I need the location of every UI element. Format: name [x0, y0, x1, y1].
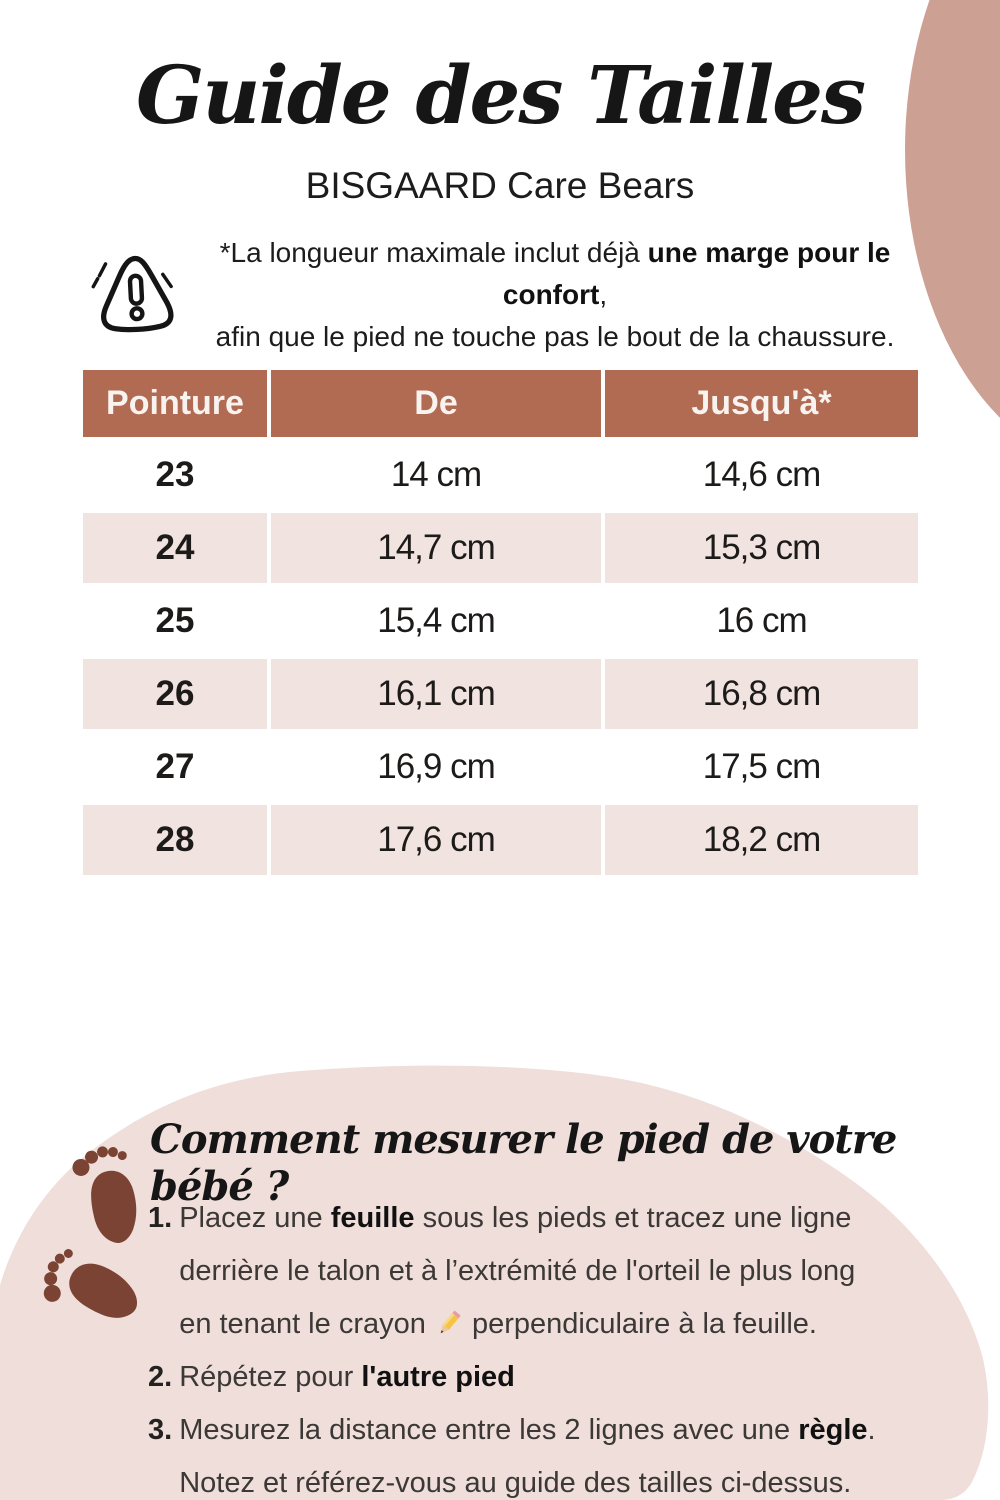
warning-text	[198, 232, 912, 358]
table-cell-pointure: 26	[83, 659, 267, 729]
table-cell-de: 16,9 cm	[271, 732, 601, 802]
text-run: Placez une	[179, 1202, 331, 1234]
table-cell-jusqua: 17,5 cm	[605, 732, 918, 802]
steps-list	[148, 1192, 890, 1500]
step-item	[148, 1351, 890, 1404]
step-number: 1.	[148, 1202, 173, 1234]
text-run: une marge pour le confort	[502, 237, 891, 310]
text-run: . Notez et référez-vous au guide des tailles ci-dessus.	[179, 1414, 876, 1499]
table-cell-de: 14,7 cm	[271, 513, 601, 583]
table-header-de: De	[271, 370, 601, 437]
text-run: perpendiculaire à la feuille.	[471, 1308, 817, 1340]
steps-heading: Comment mesurer le pied de votre bébé ?	[150, 1116, 897, 1210]
table-cell-pointure: 28	[83, 805, 267, 875]
table-cell-de: 16,1 cm	[271, 659, 601, 729]
step-item	[148, 1404, 890, 1500]
table-cell-de: 14 cm	[271, 440, 601, 510]
text-run: Répétez pour	[179, 1361, 362, 1393]
step-number: 3.	[148, 1414, 173, 1446]
table-cell-jusqua: 16 cm	[605, 586, 918, 656]
text-run: feuille	[330, 1202, 415, 1234]
page-subtitle: BISGAARD Care Bears	[305, 165, 695, 206]
warning-section	[88, 232, 912, 358]
table-cell-jusqua: 14,6 cm	[605, 440, 918, 510]
pencil-icon	[434, 1303, 464, 1333]
warning-triangle-icon	[88, 245, 184, 345]
warning-line1	[198, 232, 912, 316]
table-cell-de: 15,4 cm	[271, 586, 601, 656]
text-run: règle	[798, 1414, 868, 1446]
text-run: Mesurez la distance entre les 2 lignes avec une	[179, 1414, 799, 1446]
step-text	[179, 1192, 890, 1351]
table-cell-jusqua: 15,3 cm	[605, 513, 918, 583]
text-run: *La longueur maximale inclut déjà	[219, 237, 648, 268]
step-item	[148, 1192, 890, 1351]
table-cell-jusqua: 18,2 cm	[605, 805, 918, 875]
text-run: l'autre pied	[361, 1361, 515, 1393]
table-header-jusqua: Jusqu'à*	[605, 370, 918, 437]
table-cell-pointure: 23	[83, 440, 267, 510]
text-run: ,	[599, 279, 608, 310]
warning-line2: afin que le pied ne touche pas le bout de la chaussure.	[215, 321, 895, 352]
step-text	[179, 1351, 890, 1404]
page-title: Guide des Tailles	[135, 48, 865, 142]
table-cell-pointure: 27	[83, 732, 267, 802]
table-cell-pointure: 24	[83, 513, 267, 583]
text-run: sous les pieds et tracez une ligne derrière le talon et à l’extrémité de l'orteil le plus long en tenant le crayon	[179, 1202, 856, 1340]
table-cell-de: 17,6 cm	[271, 805, 601, 875]
table-cell-pointure: 25	[83, 586, 267, 656]
step-number: 2.	[148, 1361, 173, 1393]
table-header-pointure: Pointure	[83, 370, 267, 437]
step-text	[179, 1404, 890, 1500]
size-table	[83, 370, 918, 875]
table-cell-jusqua: 16,8 cm	[605, 659, 918, 729]
